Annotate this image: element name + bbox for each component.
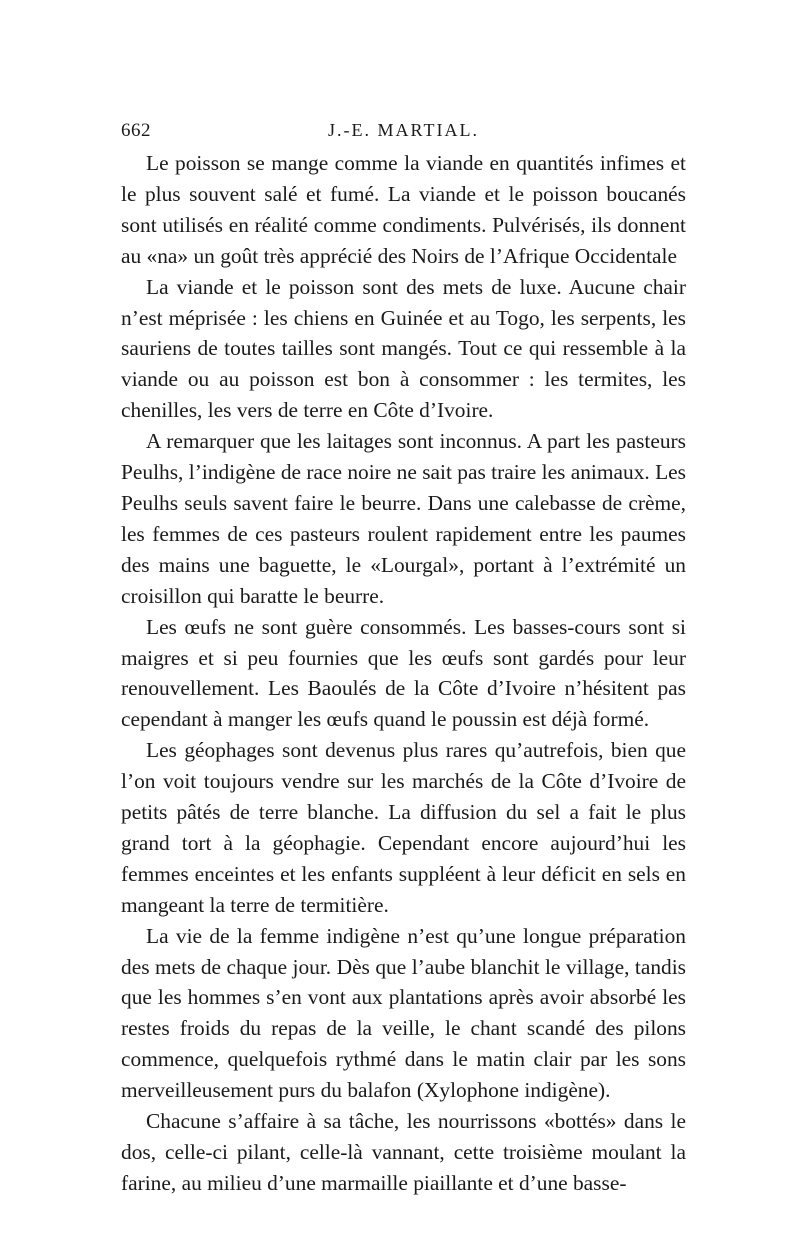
paragraph-woman-life: La vie de la femme indigène n’est qu’une longue préparation des mets de chaque jour. Dès que l’aube blanchit le village, tandis que les hommes s’en vont aux plantations après avoir absorbé les restes froids du repas de la veille, le chant scandé des pilons commence, quelquefois rythmé dans le matin clair par les sons merveilleusement purs du balafon (Xylophone indigène). <box>121 923 686 1103</box>
running-head <box>121 110 686 144</box>
paragraph-chores: Chacune s’affaire à sa tâche, les nourrissons «bottés» dans le dos, celle-ci pilant, celle-là vannant, cette troisième moulant la farine, au milieu d’une marmaille piaillante et d’une basse- <box>121 1109 686 1195</box>
paragraph-fish: Le poisson se mange comme la viande en quantités infimes et le plus souvent salé et fumé. La viande et le poisson boucanés sont utilisés en réalité comme condiments. Pulvérisés, ils donnent au «na» un goût très apprécié des Noirs de l’Afrique Occidentale <box>121 151 686 268</box>
paragraph-eggs: Les œufs ne sont guère consommés. Les basses-cours sont si maigres et si peu fournies que les œufs sont gardés pour leur renouvellement. Les Baoulés de la Côte d’Ivoire n’hésitent pas cependant à manger les œufs quand le poussin est déjà formé. <box>121 614 686 732</box>
paragraph-meat-luxury: La viande et le poisson sont des mets de luxe. Aucune chair n’est méprisée : les chiens en Guinée et au Togo, les serpents, les sauriens de toutes tailles sont mangés. Tout ce qui ressemble à la viande ou au poisson est bon à consommer : les termites, les chenilles, les vers de terre en Côte d’Ivoire. <box>121 274 686 423</box>
running-title: J.-E. MARTIAL. <box>328 120 479 140</box>
paragraph-dairy: A remarquer que les laitages sont inconnus. A part les pasteurs Peulhs, l’indigène de race noire ne sait pas traire les animaux. Les Peulhs seuls savent faire le beurre. Dans une calebasse de crème, les femmes de ces pasteurs roulent rapidement entre les paumes des mains une baguette, le «Lourgal», portant à l’extrémité un croisillon qui baratte le beurre. <box>121 429 686 608</box>
page-number: 662 <box>121 120 151 141</box>
book-page <box>121 110 686 1199</box>
paragraph-geophagy: Les géophages sont devenus plus rares qu’autrefois, bien que l’on voit toujours vendre sur les marchés de la Côte d’Ivoire de petits pâtés de terre blanche. La diffusion du sel a fait le plus grand tort à la géophagie. Cependant encore aujourd’hui les femmes enceintes et les enfants suppléent à leur déficit en sels en mangeant la terre de termitière. <box>121 738 686 917</box>
body-text <box>121 148 686 1199</box>
